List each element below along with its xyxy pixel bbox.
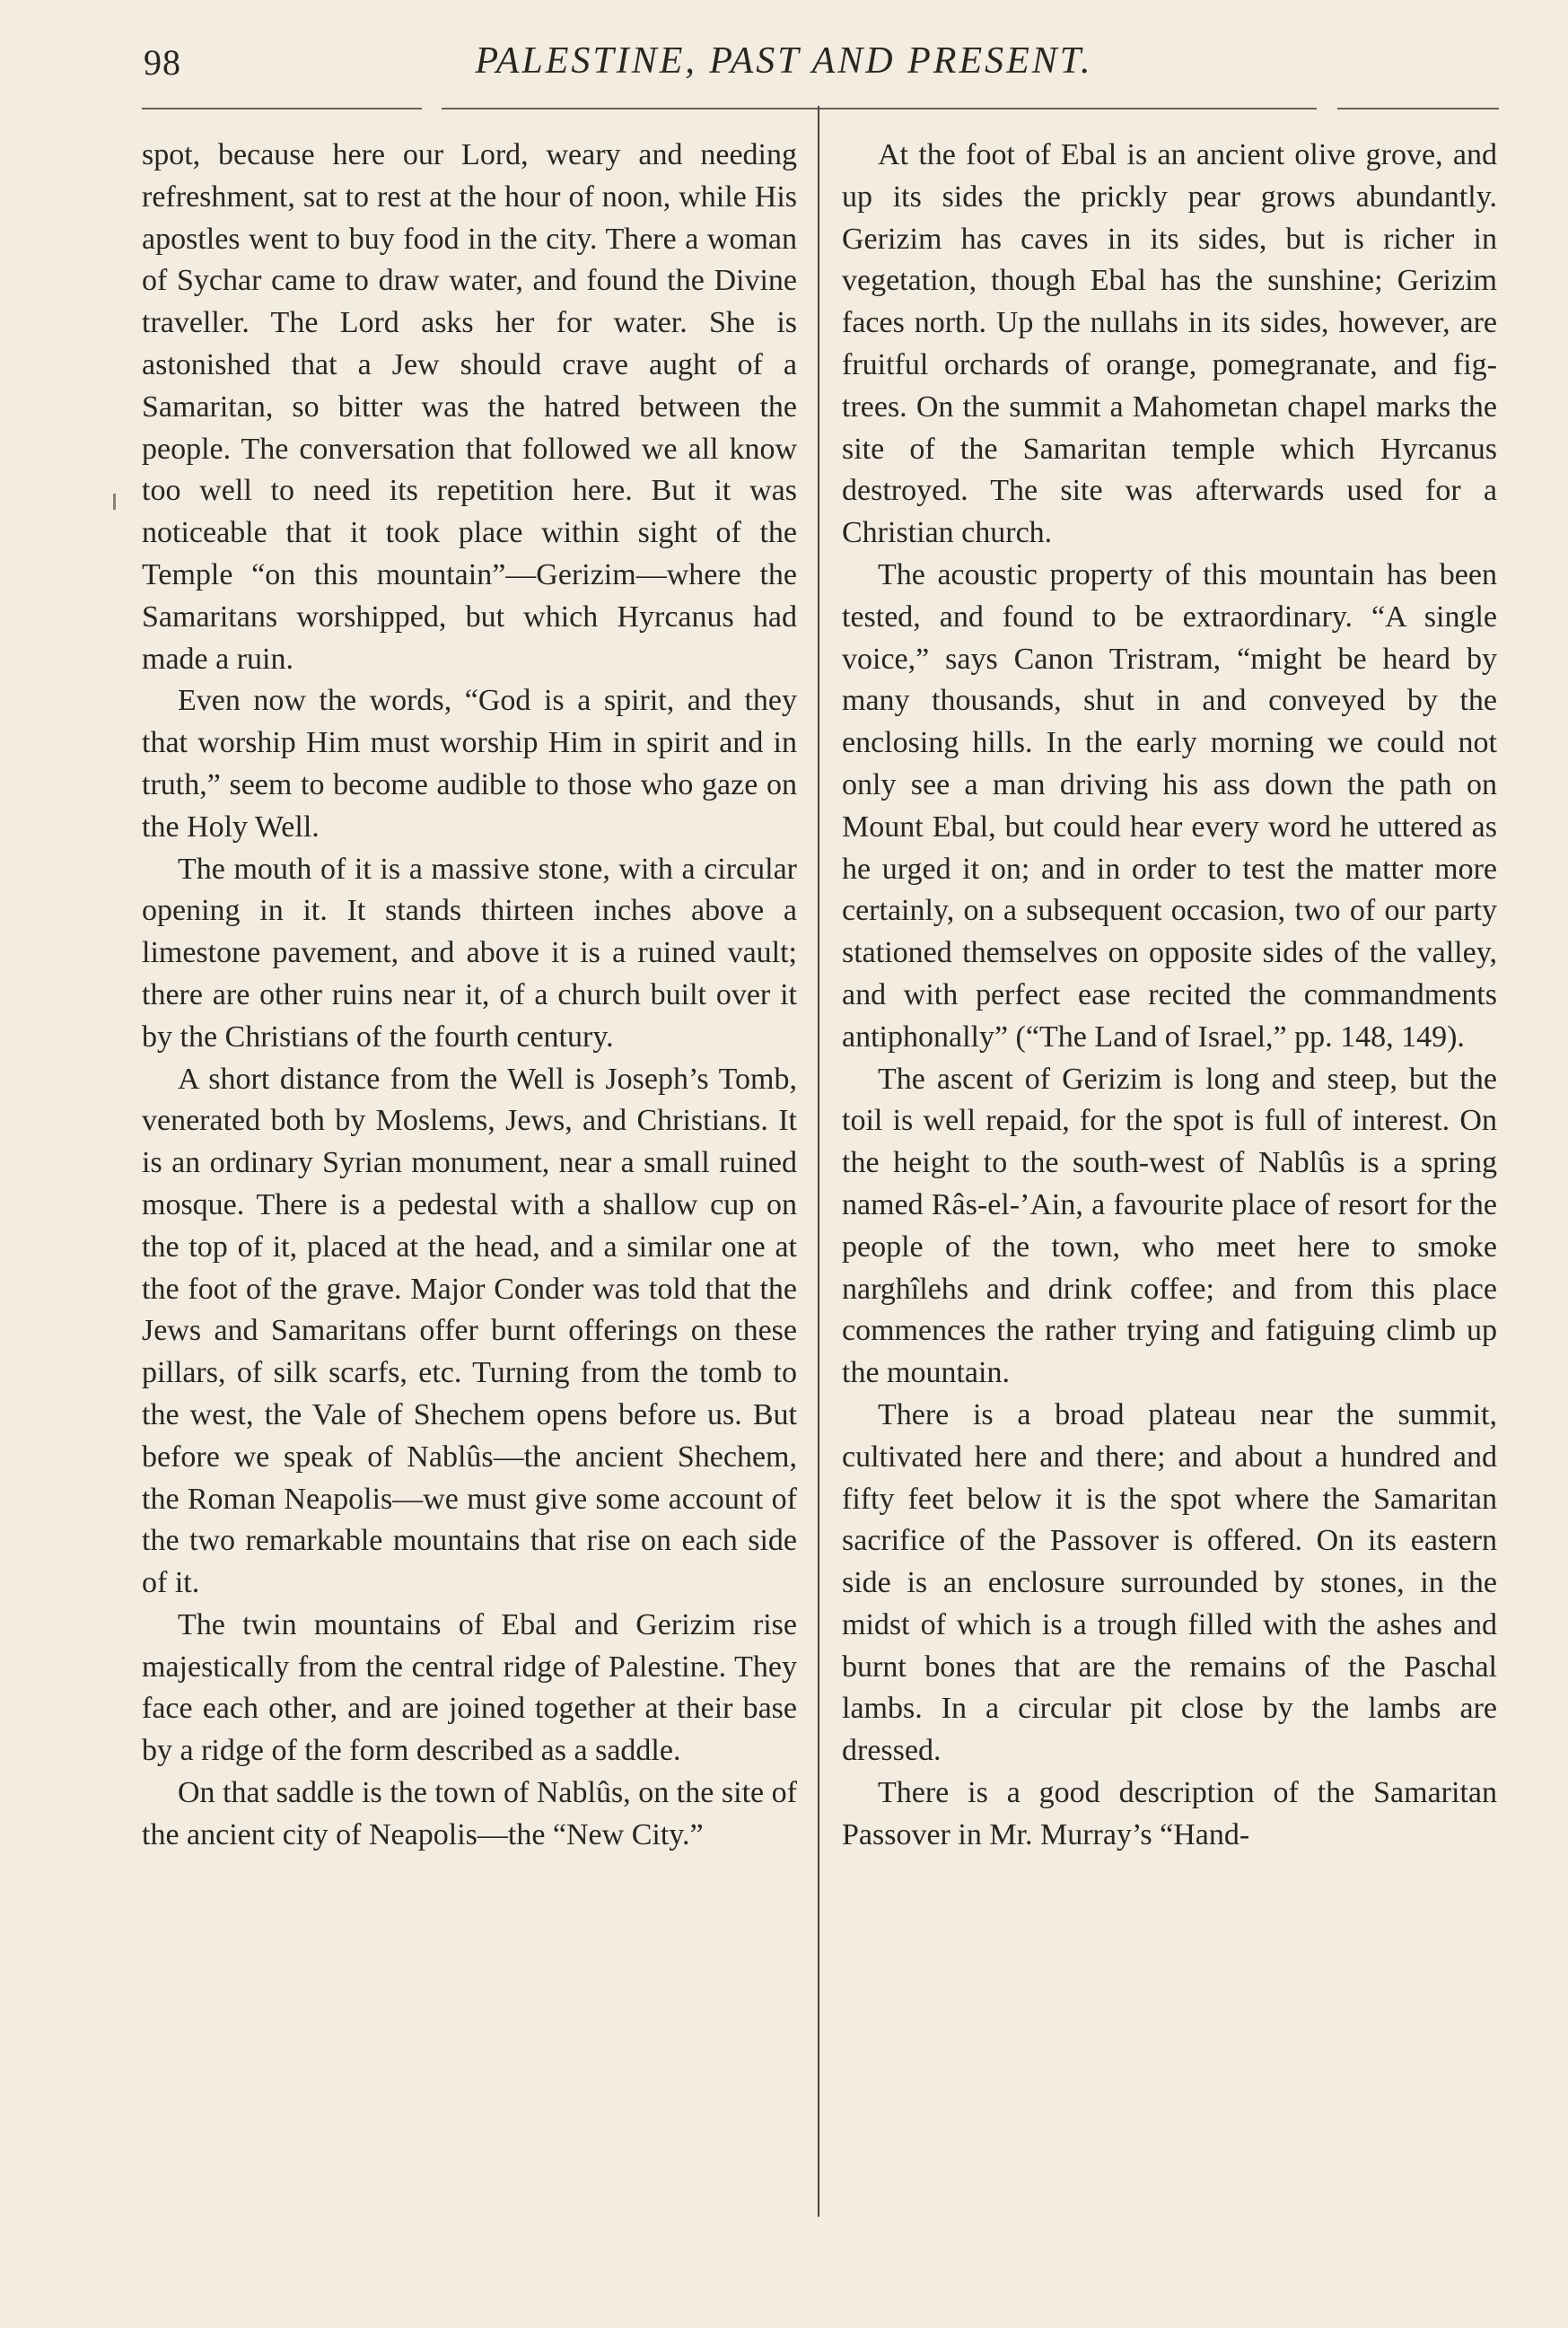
right-paragraph-2: The acoustic property of this mountain has been tested, and found to be extraordinary. “A single voice,” says Canon Tristram, “might be heard by many thousands, shut in and conveyed by the enclosing hills. In the early morning we could not only see a man driving his ass down the path on Mount Ebal, but could hear every word he uttered as he urged it on; and in order to test the matter more certainly, on a subsequent occasion, two of our party stationed themselves on opposite sides of the valley, and with perfect ease recited the commandments antiphonally” (“The Land of Israel,” pp. 148, 149). (842, 557, 1497, 1054)
margin-mark (113, 494, 116, 510)
left-paragraph-6: On that saddle is the town of Nablûs, on the site of the ancient city of Neapolis—the “New City.” (142, 1776, 797, 1851)
header-rule-right (1337, 108, 1499, 109)
header-rule-middle (442, 108, 1317, 109)
column-divider (818, 106, 819, 2217)
running-title: PALESTINE, PAST AND PRESENT. (475, 40, 1093, 82)
right-paragraph-4: There is a broad plateau near the summit, cultivated here and there; and about a hundred and fifty feet below it is the spot where the Samaritan sacrifice of the Passover is offered. On its eastern side is an enclosure surrounded by stones, in the midst of which is a trough filled with the ashes and burnt bones that are the remains of the Paschal lambs. In a circular pit close by the lambs are dressed. (842, 1397, 1497, 1768)
page-number: 98 (144, 42, 181, 83)
right-column (842, 135, 1497, 1857)
left-paragraph-2: Even now the words, “God is a spirit, and they that worship Him must worship Him in spirit and in truth,” seem to become audible to those who gaze on the Holy Well. (142, 684, 797, 844)
left-column (142, 135, 797, 1857)
right-paragraph-3: The ascent of Gerizim is long and steep, but the toil is well repaid, for the spot is full of interest. On the height to the south-west of Nablûs is a spring named Râs-el-’Ain, a favourite place of resort for the people of the town, who meet here to smoke narghîlehs and drink coffee; and from this place commences the rather trying and fatiguing climb up the mountain. (842, 1062, 1497, 1390)
left-paragraph-3: The mouth of it is a massive stone, with a circular opening in it. It stands thirteen inches above a limestone pavement, and above it is a ruined vault; there are other ruins near it, of a church built over it by the Christians of the fourth century. (142, 852, 797, 1054)
left-paragraph-4: A short distance from the Well is Joseph’s Tomb, venerated both by Moslems, Jews, and Christians. It is an ordinary Syrian monument, near a small ruined mosque. There is a pedestal with a shallow cup on the top of it, placed at the head, and a similar one at the foot of the grave. Major Conder was told that the Jews and Samaritans offer burnt offerings on these pillars, of silk scarfs, etc. Turning from the tomb to the west, the Vale of Shechem opens before us. But before we speak of Nablûs—the ancient Shechem, the Roman Neapolis—we must give some account of the two remarkable mountains that rise on each side of it. (142, 1062, 797, 1600)
right-paragraph-1: At the foot of Ebal is an ancient olive grove, and up its sides the prickly pear grows abundantly. Gerizim has caves in its sides, but is richer in vegetation, though Ebal has the sunshine; Gerizim faces north. Up the nullahs in its sides, however, are fruitful orchards of orange, pomegranate, and fig-trees. On the summit a Mahometan chapel marks the site of the Samaritan temple which Hyrcanus destroyed. The site was afterwards used for a Christian church. (842, 138, 1497, 550)
left-paragraph-5: The twin mountains of Ebal and Gerizim rise majestically from the central ridge of Palestine. They face each other, and are joined together at their base by a ridge of the form described as a saddle. (142, 1607, 797, 1768)
left-paragraph-1: spot, because here our Lord, weary and needing refreshment, sat to rest at the hour of noon, while His apostles went to buy food in the city. There a woman of Sychar came to draw water, and found the Divine traveller. The Lord asks her for water. She is astonished that a Jew should crave aught of a Samaritan, so bitter was the hatred between the people. The conversation that followed we all know too well to need its repetition here. But it was noticeable that it took place within sight of the Temple “on this mountain”—Gerizim—where the Samaritans worshipped, but which Hyrcanus had made a ruin. (142, 138, 797, 676)
header-rule-left (142, 108, 422, 109)
right-paragraph-5: There is a good description of the Samaritan Passover in Mr. Murray’s “Hand- (842, 1776, 1497, 1851)
